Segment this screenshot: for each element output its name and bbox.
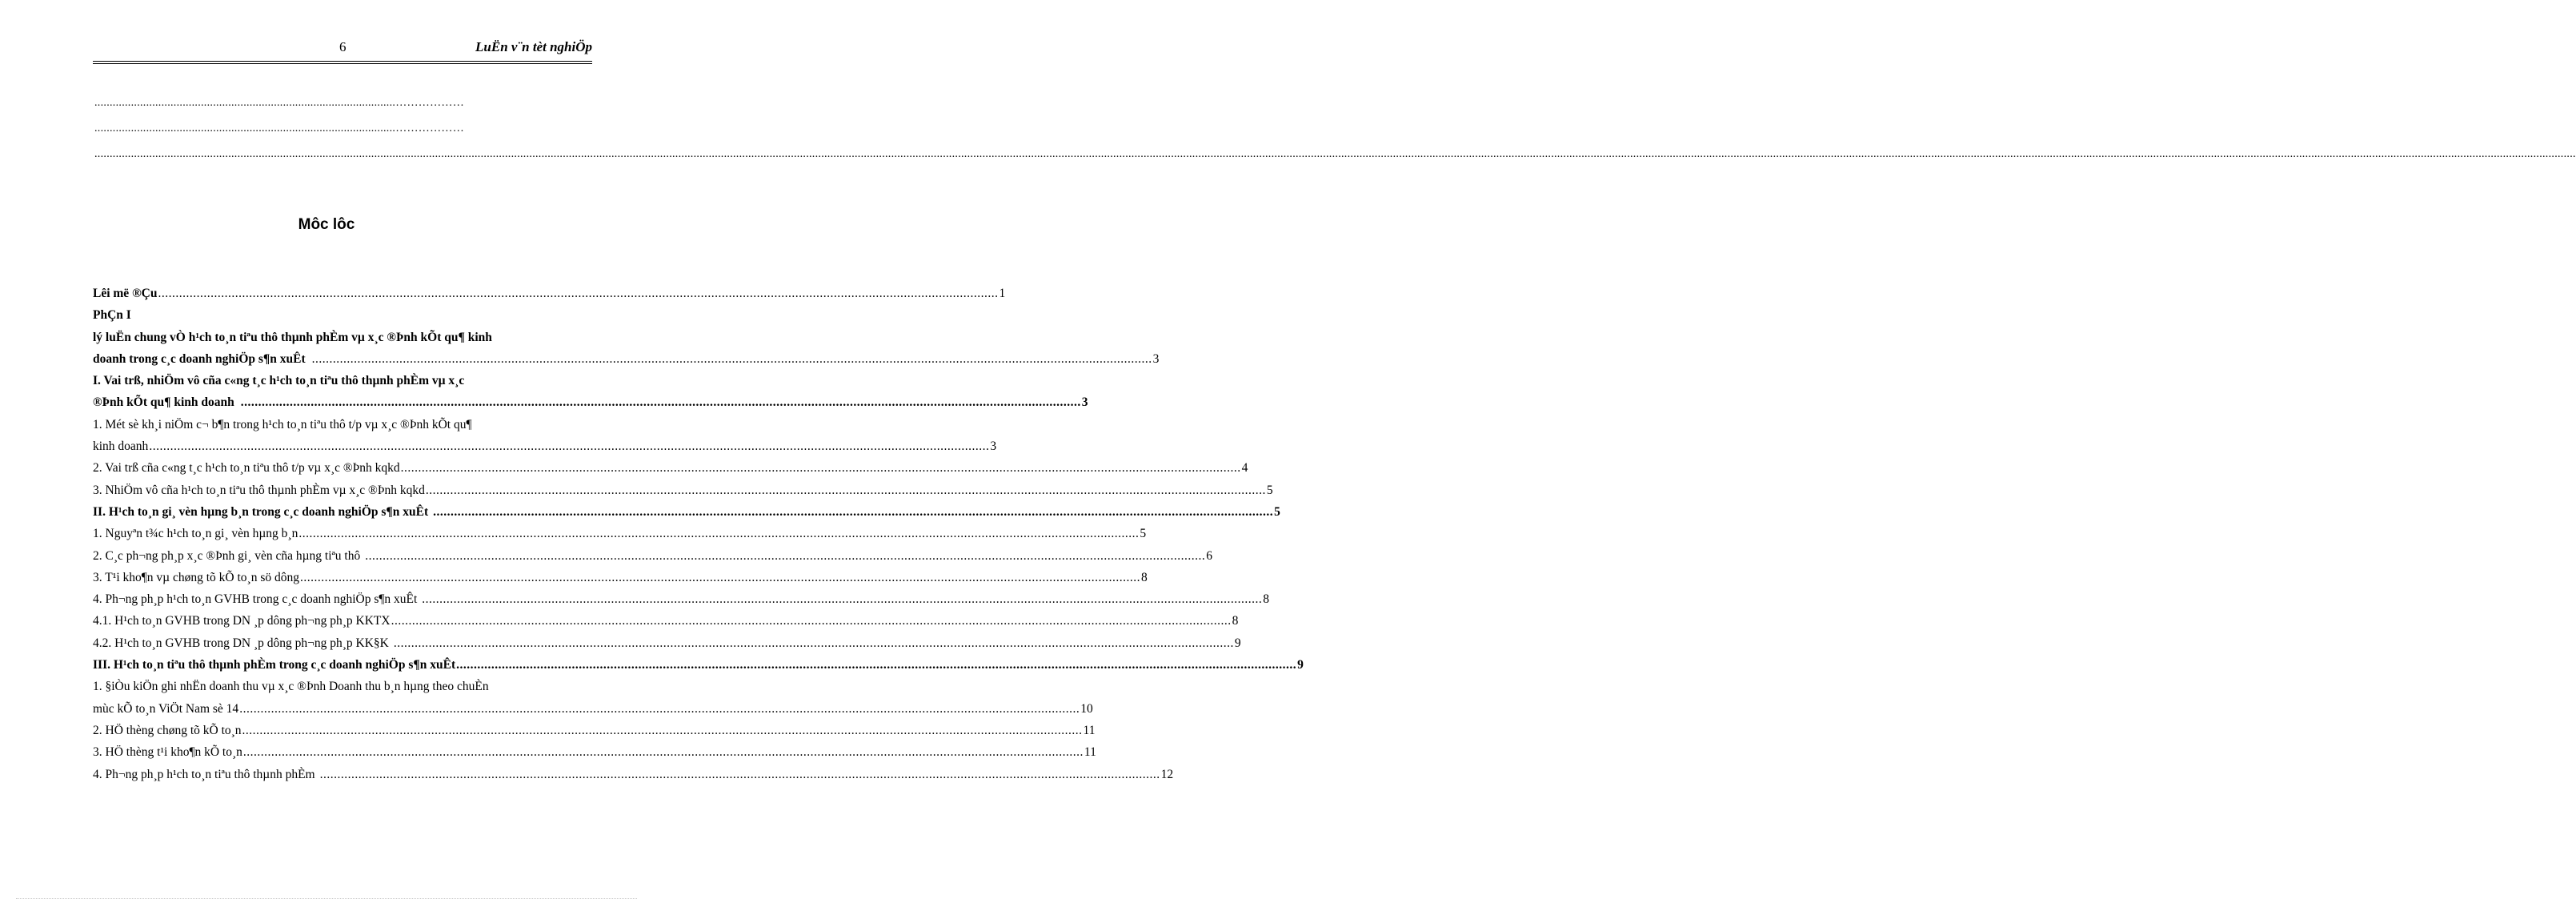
toc-entry-text: ®Þnh kÕt qu¶ kinh doanh [93, 395, 234, 410]
toc-page: 5 [1266, 483, 1273, 497]
toc-entry-text: PhÇn I [93, 308, 131, 323]
toc-page: 12 [1160, 767, 1174, 781]
toc-entry-text: kinh doanh [93, 439, 149, 454]
toc-entry [93, 741, 1096, 763]
toc-entry-text: 3. NhiÖm vô cña h¹ch to¸n tiªu thô thµnh phÈm vµ x¸c ®Þnh kqkd [93, 483, 425, 497]
toc-entry [93, 720, 1096, 741]
toc-entry-text: 2. C¸c ph¬ng ph¸p x¸c ®Þnh gi¸ vèn cña hµng tiªu thô [93, 548, 361, 563]
toc-entry [93, 283, 1006, 304]
toc-page: 4 [1241, 461, 1248, 476]
toc-page: 11 [1084, 745, 1096, 760]
toc-entry-text: lý luËn chung vÒ h¹ch to¸n tiªu thô thµnh phÈm vµ x¸c ®Þnh kÕt qu¶ kinh [93, 330, 492, 344]
toc-leader [241, 391, 1081, 413]
toc-leader [394, 632, 1234, 654]
toc-leader [401, 457, 1241, 479]
toc-entry [93, 348, 1160, 370]
toc-entry [93, 391, 1088, 413]
toc-leader [422, 588, 1262, 610]
toc-entry-text: III. H¹ch to¸n tiªu thô thµnh phÈm trong c¸c doanh nghiÖp s¶n xuÊt [93, 658, 456, 672]
toc-leader [298, 523, 1139, 544]
toc-leader [365, 545, 1205, 567]
toc-heading: Môc lôc [298, 216, 355, 233]
toc-entry [93, 764, 1174, 785]
toc-leader [242, 720, 1083, 741]
toc-entry [93, 676, 592, 697]
toc-page: 8 [1232, 614, 1239, 628]
toc-leader [149, 435, 989, 457]
toc-entry [93, 632, 1241, 654]
toc-page: 10 [1080, 701, 1093, 716]
toc-entry-text: mùc kÕ to¸n ViÖt Nam sè 14 [93, 701, 239, 716]
toc-page: 1 [999, 287, 1006, 300]
toc-entry [93, 523, 1147, 544]
toc-entry-text: 4.2. H¹ch to¸n GVHB trong DN ¸p dông ph¬ng ph¸p KK§K [93, 636, 389, 650]
toc-entry-text: 1. §iÒu kiÖn ghi nhËn doanh thu vµ x¸c ®Þnh Doanh thu b¸n hµng theo chuÈn [93, 680, 489, 694]
toc-entry-text: 4.1. H¹ch to¸n GVHB trong DN ¸p dông ph¬ng ph¸p KKTX [93, 614, 391, 628]
toc-entry [93, 304, 592, 326]
table-of-contents [93, 283, 1304, 785]
toc-leader [312, 348, 1152, 370]
toc-entry [93, 545, 1212, 567]
toc-entry [93, 370, 592, 391]
toc-leader [239, 698, 1080, 720]
toc-entry-text: Lêi më ®Çu [93, 287, 158, 300]
toc-entry-text: 1. Nguyªn t¾c h¹ch to¸n gi¸ vèn hµng b¸n [93, 527, 298, 541]
toc-page: 9 [1297, 658, 1304, 672]
toc-entry [93, 698, 1093, 720]
toc-entry-text: 2. Vai trß cña c«ng t¸c h¹ch to¸n tiªu thô t/p vµ x¸c ®Þnh kqkd [93, 461, 400, 476]
toc-page: 6 [1206, 548, 1212, 563]
toc-entry [93, 414, 592, 435]
toc-entry-text: 1. Mét sè kh¸i niÖm c¬ b¶n trong h¹ch to¸n tiªu thô t/p vµ x¸c ®Þnh kÕt qu¶ [93, 417, 472, 431]
toc-entry-text: 2. HÖ thèng chøng tõ kÕ to¸n [93, 723, 242, 737]
toc-leader [243, 741, 1084, 763]
toc-leader [433, 501, 1273, 523]
toc-leader [320, 764, 1160, 785]
dotted-line: ................................................................................................................................................................................................................................................................................................................................................................................................................................................................................................................................................................................................................................................................................................................................................................................................................................................ [94, 148, 2576, 160]
toc-entry [93, 501, 1280, 523]
toc-entry [93, 435, 997, 457]
running-header-title: LuËn v¨n tèt nghiÖp [475, 39, 592, 54]
toc-entry-text: I. Vai trß, nhiÖm vô cña c«ng t¸c h¹ch to¸n tiªu thô thµnh phÈm vµ x¸c [93, 374, 465, 388]
toc-entry-text: 3. T¹i kho¶n vµ chøng tõ kÕ to¸n sö dông [93, 570, 299, 584]
toc-leader [300, 567, 1140, 588]
toc-page: 9 [1234, 636, 1241, 650]
toc-entry-text: II. H¹ch to¸n gi¸ vèn hµng b¸n trong c¸c doanh nghiÖp s¶n xuÊt [93, 504, 429, 519]
header-rule [93, 63, 592, 64]
toc-entry [93, 654, 1304, 676]
toc-page: 3 [1152, 351, 1160, 366]
toc-leader [158, 283, 998, 304]
toc-leader [426, 480, 1266, 501]
header-rule [93, 61, 592, 62]
toc-entry-text: 3. HÖ thèng t¹i kho¶n kÕ to¸n [93, 745, 242, 760]
toc-entry-text: 4. Ph¬ng ph¸p h¹ch to¸n tiªu thô thµnh phÈm [93, 767, 315, 781]
toc-page: 5 [1140, 527, 1147, 541]
dotted-line: ...................................................................................................……………… [94, 97, 464, 109]
toc-page: 11 [1083, 723, 1096, 737]
toc-page: 3 [990, 439, 997, 454]
toc-page: 8 [1140, 570, 1148, 584]
toc-entry [93, 457, 1248, 479]
page-number: 6 [339, 39, 347, 54]
toc-leader [391, 610, 1232, 632]
toc-entry [93, 327, 592, 348]
toc-page: 8 [1263, 592, 1270, 607]
toc-entry [93, 480, 1273, 501]
toc-entry [93, 610, 1239, 632]
toc-leader [456, 654, 1296, 676]
toc-entry-text: 4. Ph¬ng ph¸p h¹ch to¸n GVHB trong c¸c doanh nghiÖp s¶n xuÊt [93, 592, 418, 607]
dotted-line: ...................................................................................................……………… [94, 122, 464, 134]
toc-entry [93, 567, 1148, 588]
toc-entry-text: doanh trong c¸c doanh nghiÖp s¶n xuÊt [93, 351, 306, 366]
toc-page: 5 [1274, 504, 1280, 519]
toc-page: 3 [1081, 395, 1088, 410]
toc-entry [93, 588, 1270, 610]
